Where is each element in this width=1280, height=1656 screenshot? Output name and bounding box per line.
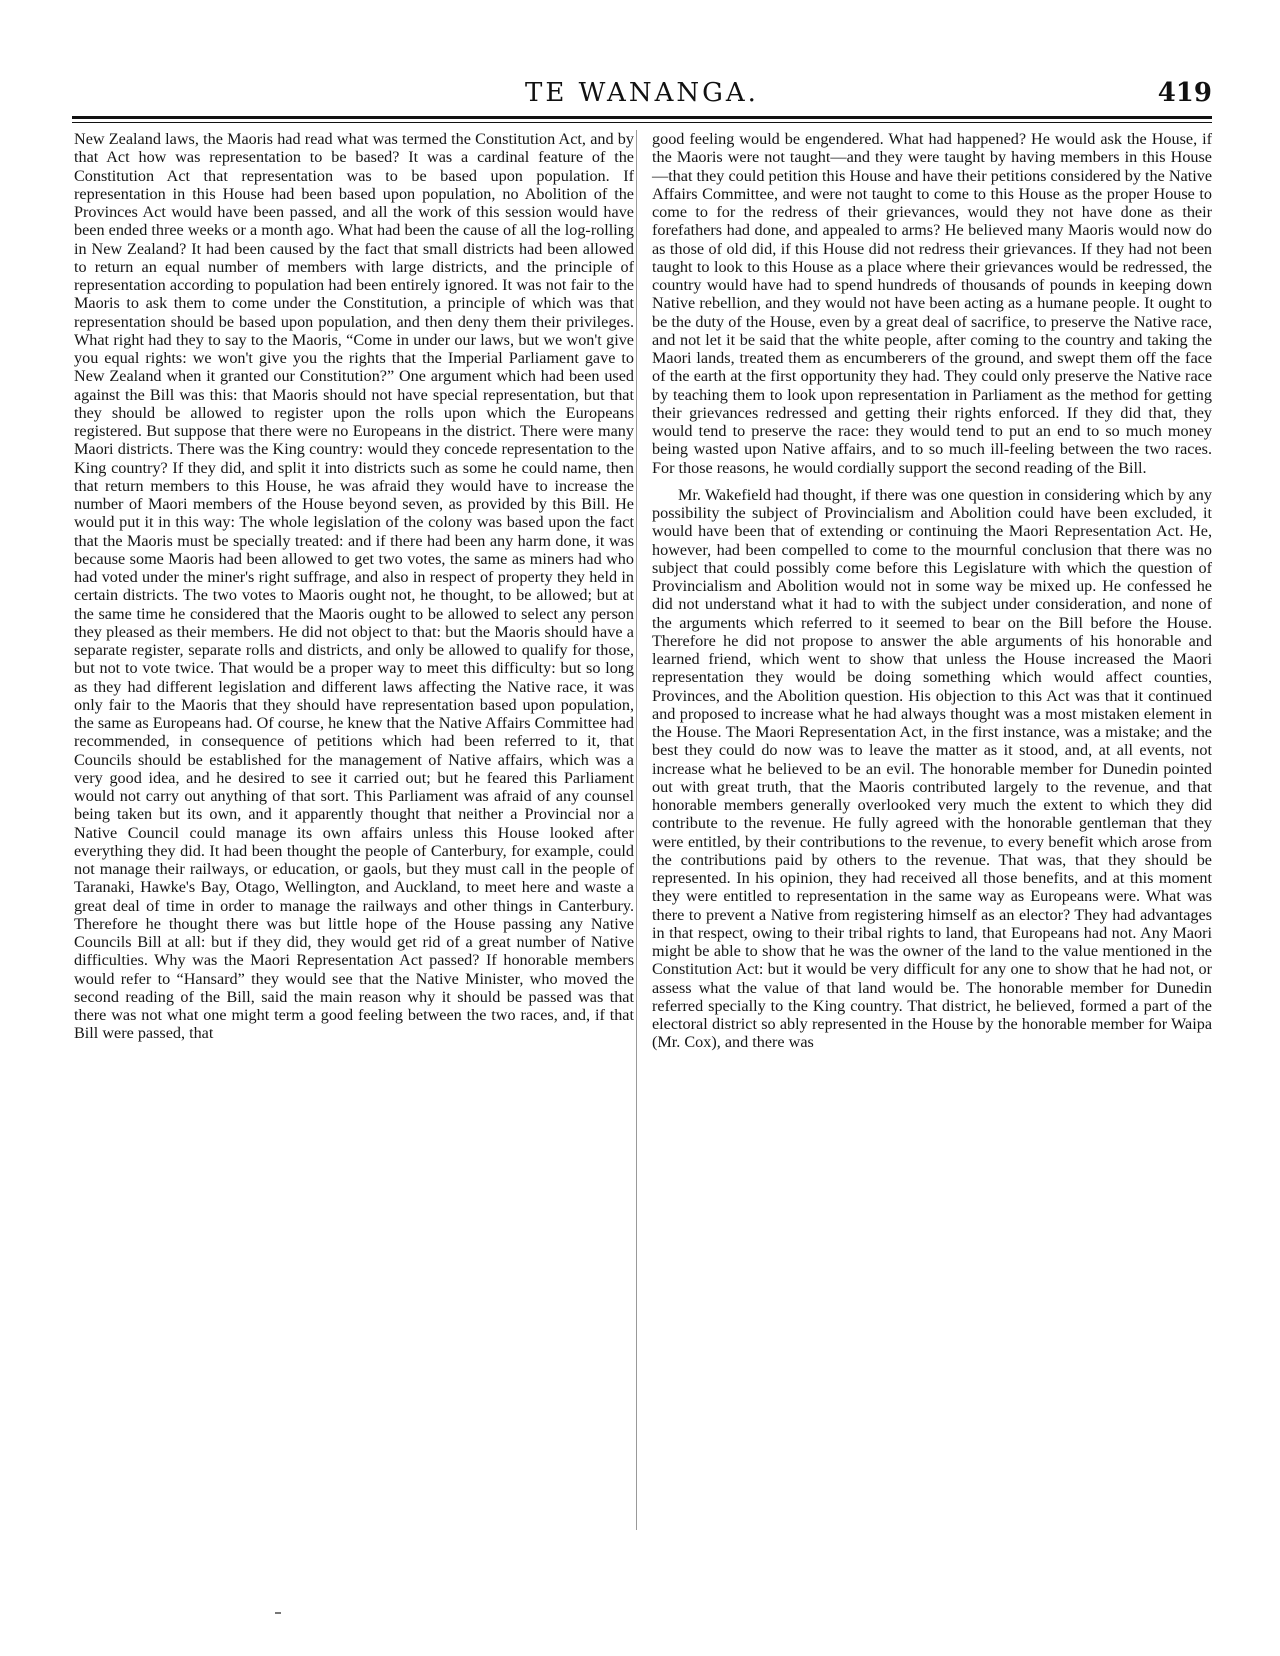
print-speck [275,1612,281,1614]
left-column-text: New Zealand laws, the Maoris had read what was termed the Constitution Act, and by that Act how was representation to be based? It was a cardinal feature of the Constitution Act that representation was to be based upon population. If representation in this House had been based upon population, no Abolition of the Provinces Act would have been passed, and all the work of this session would have been ended three weeks or a month ago. What had been the cause of all the log-rolling in New Zealand? It had been caused by the fact that small districts had been allowed to return an equal number of members with large districts, and the principle of representation according to population had been entirely ignored. It was not fair to the Maoris to ask them to come under the Constitution, a principle of which was that representation should be based upon population, and then deny them their privileges. What right had they to say to the Maoris, “Come in under our laws, but we won't give you equal rights: we won't give you the rights that the Imperial Parliament gave to New Zealand when it granted our Constitution?” One argument which had been used against the Bill was this: that Maoris should not have special representation, but that they should be allowed to register upon the rolls upon which the Europeans registered. But suppose that there were no Europeans in the district. There were many Maori districts. There was the King country: would they concede representation to the King country? If they did, and split it into districts such as some he could name, then that return members to this House, he was afraid they would have to increase the number of Maori members of the House beyond seven, as provided by this Bill. He would put it in this way: The whole legislation of the colony was based upon the fact that the Maoris must be specially treated: and if there had been any harm done, it was because some Maoris had been allowed to get two votes, the same as miners had who had voted under the miner's right suffrage, and also in respect of property they held in certain districts. The two votes to Maoris ought not, he thought, to be allowed; but at the same time he considered that the Maoris ought to be allowed to select any person they pleased as their members. He did not object to that: but the Maoris should have a separate register, separate rolls and districts, and only be allowed to qualify for those, but not to vote twice. That would be a proper way to meet this difficulty: but so long as they had different legislation and different laws affecting the Native race, it was only fair to the Maoris that they should have representation based upon population, the same as Europeans had. Of course, he knew that the Native Affairs Committee had recommended, in consequence of petitions which had been referred to it, that Councils should be established for the management of Native affairs, which was a very good idea, and he desired to see it carried out; but he feared this Parliament would not carry out anything of that sort. This Parliament was afraid of any counsel being taken but its own, and it apparently thought that neither a Provincial nor a Native Council could manage its own affairs unless this House looked after everything they did. It had been thought the people of Canterbury, for example, could not manage their railways, or education, or gaols, but they must call in the people of Taranaki, Hawke's Bay, Otago, Wellington, and Auckland, to meet here and waste a great deal of time in order to manage the railways and other things in Canterbury. Therefore he thought there was but little hope of the House passing any Native Councils Bill at all: but if they did, they would get rid of a great number of Native difficulties. Why was the Maori Representation Act passed? If honorable members would refer to “Hansard” they would see that the Native Minister, who moved the second reading of the Bill, said the main reason why it should be passed was that there was not what one might term a good feeling between the two races, and, if that Bill were passed, that [74,130,634,1043]
header-rule-thin [72,122,1212,123]
left-column [74,130,634,1043]
page-title: TE WANANGA. [525,78,759,108]
header-rule-thick [72,116,1212,119]
right-column-paragraph-1: good feeling would be engendered. What had happened? He would ask the House, if the Maoris were not taught—and they were taught by having members in this House—that they could petition this House and have their petitions considered by the Native Affairs Committee, and were not taught to come to this House as the proper House to come to for the redress of their grievances, would they not have done as their forefathers had done, and appealed to arms? He believed many Maoris would now do as those of old did, if this House did not redress their grievances. If they had not been taught to look to this House as a place where their grievances would be redressed, the country would have had to spend hundreds of thousands of pounds in keeping down Native rebellion, and they would not have been acting as a humane people. It ought to be the duty of the House, even by a great deal of sacrifice, to preserve the Native race, and not let it be said that the white people, after coming to the country and taking the Maori lands, treated them as encumberers of the ground, and swept them off the face of the earth at the first opportunity they had. They could only preserve the Native race by teaching them to look upon representation in Parliament as the method for getting their grievances redressed and getting their rights enforced. If they did that, they would tend to preserve the race: they would tend to put an end to so much money being wasted upon Native affairs, and to so much ill-feeling between the two races. For those reasons, he would cordially support the second reading of the Bill. [652,130,1212,477]
column-divider [636,130,637,1530]
page-number: 419 [1157,78,1212,108]
right-column [652,130,1212,1052]
page-header [72,72,1212,112]
right-column-paragraph-2: Mr. Wakefield had thought, if there was one question in considering which by any possibility the subject of Provincialism and Abolition could have been excluded, it would have been that of extending or continuing the Maori Representation Act. He, however, had been compelled to come to the mournful conclusion that there was no subject that could possibly come before this Legislature with which the question of Provincialism and Abolition would not in some way be mixed up. He confessed he did not understand what it had to with the subject under consideration, and none of the arguments which referred to it seemed to bear on the Bill before the House. Therefore he did not propose to answer the able arguments of his honorable and learned friend, which went to show that unless the House increased the Maori representation they would be doing something which would affect counties, Provinces, and the Abolition question. His objection to this Act was that it continued and proposed to increase what he had always thought was a most mistaken element in the House. The Maori Representation Act, in the first instance, was a mistake; and the best they could do now was to leave the matter as it stood, and, at all events, not increase what he believed to be an evil. The honorable member for Dunedin pointed out with great truth, that the Maoris contributed largely to the revenue, and that honorable members generally overlooked very much the extent to which they did contribute to the revenue. He fully agreed with the honorable gentleman that they were entitled, by their contributions to the revenue, to every benefit which arose from the contributions paid by others to the revenue. That was, that they should be represented. In his opinion, they had received all those benefits, and at this moment they were entitled to representation in the same way as Europeans were. What was there to prevent a Native from registering himself as an elector? They had advantages in that respect, owing to their tribal rights to land, that Europeans had not. Any Maori might be able to show that he was the owner of the land to the value mentioned in the Constitution Act: but it would be very difficult for any one to show that he had not, or assess what the value of that land would be. The honorable member for Dunedin referred specially to the King country. That district, he believed, formed a part of the electoral district so ably represented in the House by the honorable member for Waipa (Mr. Cox), and there was [652,485,1212,1052]
